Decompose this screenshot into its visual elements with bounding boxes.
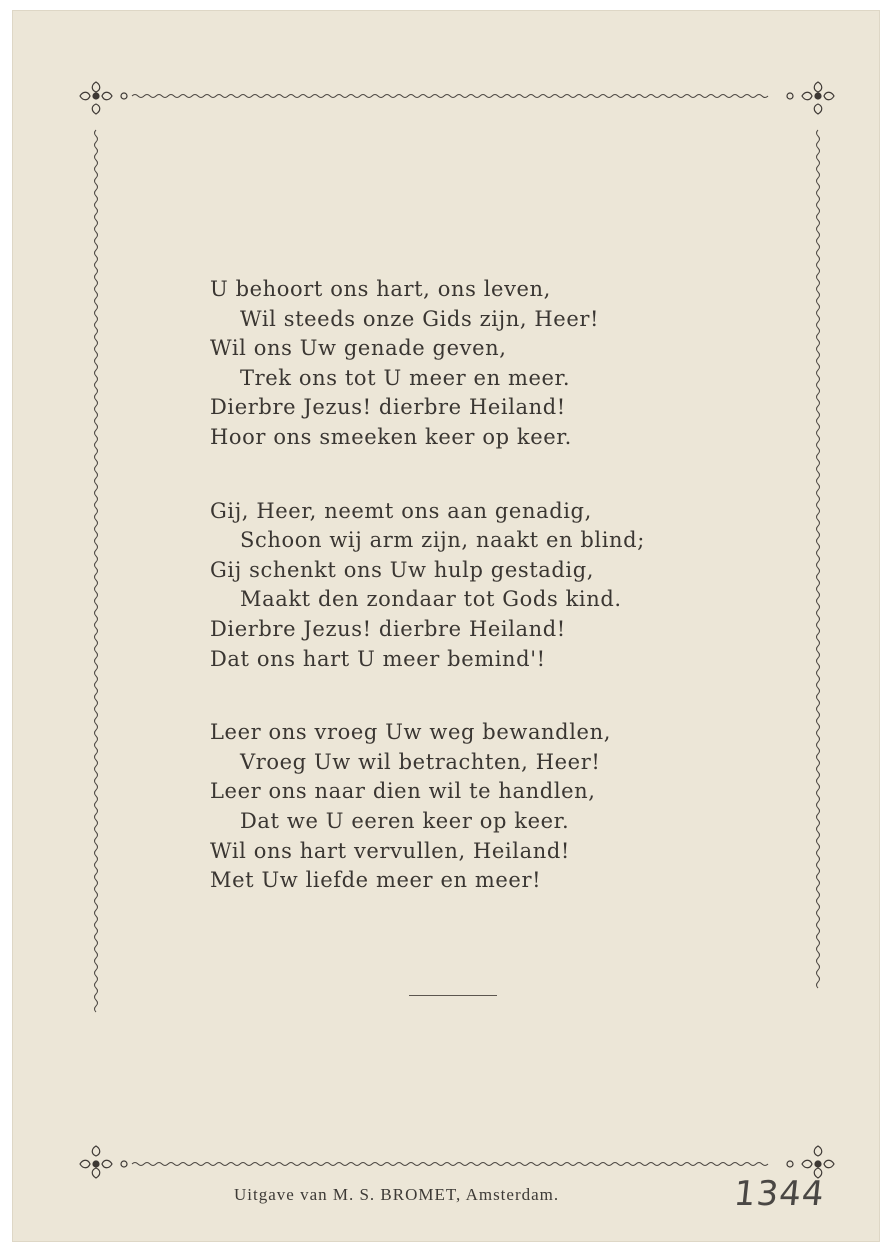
paper-sheet bbox=[12, 10, 880, 1242]
poem-line: Wil ons Uw genade geven, bbox=[210, 336, 507, 361]
poem-line: Wil steeds onze Gids zijn, Heer! bbox=[240, 306, 600, 331]
top-border-line bbox=[132, 95, 768, 98]
poem bbox=[210, 275, 770, 940]
poem-line: Dierbre Jezus! dierbre Heiland! bbox=[210, 616, 566, 641]
stanza-1 bbox=[210, 275, 770, 453]
poem-line: Vroeg Uw wil betrachten, Heer! bbox=[240, 749, 601, 774]
poem-line: Dat ons hart U meer bemind'! bbox=[210, 646, 546, 671]
stanza-3 bbox=[210, 718, 770, 896]
stanza-2 bbox=[210, 497, 770, 675]
bottom-border-line bbox=[132, 1163, 768, 1166]
corner-ornament-bottom-left bbox=[80, 1146, 127, 1178]
poem-line: Schoon wij arm zijn, naakt en blind; bbox=[240, 528, 645, 553]
left-border-line bbox=[95, 130, 98, 1012]
poem-line: Hoor ons smeeken keer op keer. bbox=[210, 424, 572, 449]
poem-line: Dat we U eeren keer op keer. bbox=[240, 808, 570, 833]
poem-line: Met Uw liefde meer en meer! bbox=[210, 868, 542, 893]
poem-line: Dierbre Jezus! dierbre Heiland! bbox=[210, 395, 566, 420]
poem-line: Wil ons hart vervullen, Heiland! bbox=[210, 838, 570, 863]
poem-line: Trek ons tot U meer en meer. bbox=[240, 365, 571, 390]
corner-ornament-top-right bbox=[787, 82, 834, 114]
closing-rule bbox=[409, 995, 497, 996]
poem-line: Maakt den zondaar tot Gods kind. bbox=[240, 587, 622, 612]
poem-line: U behoort ons hart, ons leven, bbox=[210, 277, 551, 301]
poem-line: Leer ons naar dien wil te handlen, bbox=[210, 779, 596, 804]
inventory-number: 1344 bbox=[731, 1174, 827, 1214]
poem-line: Leer ons vroeg Uw weg bewandlen, bbox=[210, 720, 611, 745]
poem-line: Gij schenkt ons Uw hulp gestadig, bbox=[210, 557, 595, 582]
publisher-imprint: Uitgave van M. S. BROMET, Amsterdam. bbox=[234, 1185, 560, 1204]
corner-ornament-top-left bbox=[80, 82, 127, 114]
right-border-line bbox=[817, 130, 820, 988]
poem-line: Gij, Heer, neemt ons aan genadig, bbox=[210, 498, 592, 523]
